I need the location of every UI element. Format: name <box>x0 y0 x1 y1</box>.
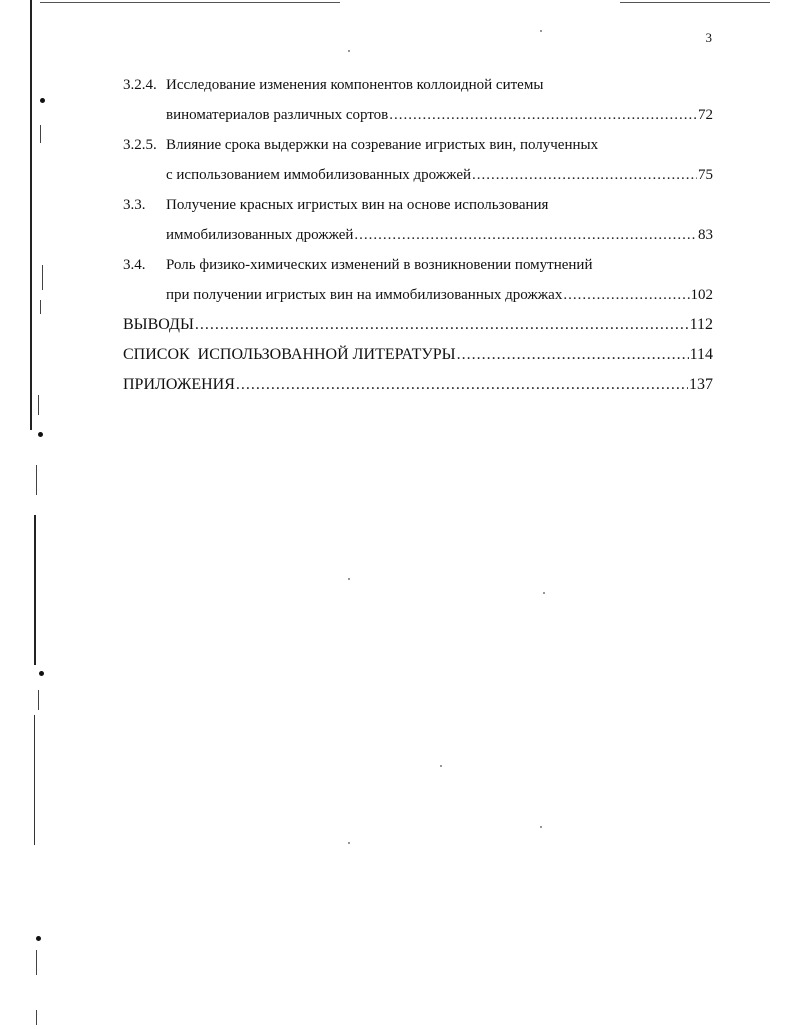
toc-entry-title: Влияние срока выдержки на созревание игристых вин, полученных <box>166 137 599 153</box>
scan-tick <box>40 300 41 314</box>
toc-entry-continuation <box>123 100 713 130</box>
toc-entry-number: 3.2.5. <box>123 137 157 153</box>
scan-dot <box>38 432 43 437</box>
toc-section-appendices <box>123 370 713 400</box>
toc-entry-number: 3.3. <box>123 197 146 213</box>
toc-entry-title: Исследование изменения компонентов коллоидной ситемы <box>166 77 544 93</box>
toc-leader-dots <box>457 340 689 370</box>
scan-tick <box>36 465 37 495</box>
scan-left-edge <box>34 515 36 665</box>
toc-leader-dots <box>563 280 689 310</box>
toc-entry-number: 3.2.4. <box>123 77 157 93</box>
toc-leader-dots <box>195 310 689 340</box>
toc-page-number: 83 <box>698 227 713 243</box>
scan-top-rule <box>40 2 340 3</box>
scan-speck <box>440 765 442 767</box>
page-number: 3 <box>705 30 712 45</box>
scan-dot <box>40 98 45 103</box>
toc-section-title: ВЫВОДЫ <box>123 316 194 333</box>
scan-speck <box>348 842 350 844</box>
scan-left-edge <box>30 0 32 430</box>
toc-section-references <box>123 340 713 370</box>
toc-entry-title: Получение красных игристых вин на основе использования <box>166 197 549 213</box>
scan-speck <box>540 30 542 32</box>
toc-entry <box>123 130 713 160</box>
table-of-contents <box>123 70 713 400</box>
toc-entry-title: Роль физико-химических изменений в возникновении помутнений <box>166 257 593 273</box>
toc-entry-continuation <box>123 160 713 190</box>
toc-leader-dots <box>354 220 697 250</box>
toc-entry-title: с использованием иммобилизованных дрожжей <box>166 167 472 183</box>
toc-page-number: 137 <box>689 376 713 393</box>
toc-leader-dots <box>472 160 697 190</box>
scan-dot <box>36 936 41 941</box>
scan-left-edge <box>34 715 35 845</box>
scan-speck <box>348 50 350 52</box>
scan-speck <box>348 578 350 580</box>
toc-section-title: ПРИЛОЖЕНИЯ <box>123 376 235 393</box>
scan-dot <box>39 671 44 676</box>
toc-entry <box>123 70 713 100</box>
toc-page-number: 114 <box>689 346 713 363</box>
toc-entry-number: 3.4. <box>123 257 146 273</box>
scan-tick <box>36 1010 37 1025</box>
toc-section-title: СПИСОК ИСПОЛЬЗОВАННОЙ ЛИТЕРАТУРЫ <box>123 346 456 363</box>
toc-entry-title: при получении игристых вин на иммобилизованных дрожжах <box>166 287 563 303</box>
scan-tick <box>36 950 37 975</box>
toc-entry <box>123 190 713 220</box>
scan-speck <box>540 826 542 828</box>
toc-section-conclusions <box>123 310 713 340</box>
toc-leader-dots <box>236 370 688 400</box>
scan-tick <box>38 395 39 415</box>
toc-entry <box>123 250 713 280</box>
toc-page-number: 112 <box>689 316 713 333</box>
toc-page-number: 75 <box>698 167 713 183</box>
toc-entry-title: виноматериалов различных сортов <box>166 107 389 123</box>
scan-tick <box>42 265 43 290</box>
scan-tick <box>40 125 41 143</box>
toc-entry-continuation <box>123 220 713 250</box>
toc-entry-continuation <box>123 280 713 310</box>
toc-entry-title: иммобилизованных дрожжей <box>166 227 354 243</box>
scan-speck <box>543 592 545 594</box>
toc-page-number: 72 <box>698 107 713 123</box>
scan-top-rule <box>620 2 770 3</box>
toc-page-number: 102 <box>690 287 713 303</box>
scan-tick <box>38 690 39 710</box>
toc-leader-dots <box>389 100 697 130</box>
